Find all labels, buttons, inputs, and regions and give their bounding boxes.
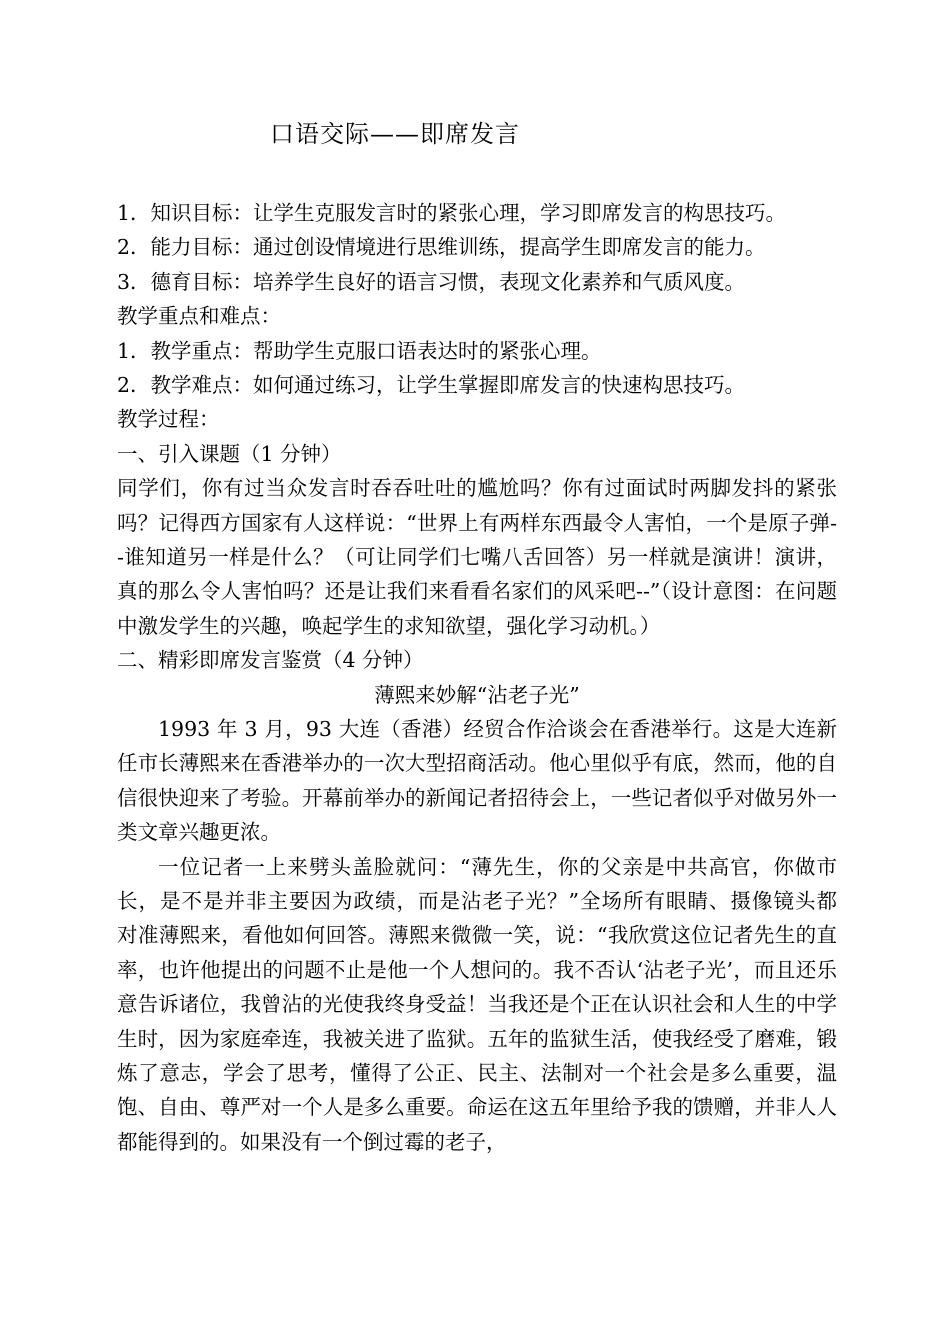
story-paragraph: 1993 年 3 月，93 大连（香港）经贸合作洽谈会在香港举行。这是大连新任市长薄熙来在香港举办的一次大型招商活动。他心里似乎有底，然而，他的自信很快迎来了考验。开幕前举办的新闻记者招待会上，一些记者似乎对做另外一类文章兴趣更浓。 xyxy=(117,716,837,845)
section-intro-heading: 一、引入课题（1 分钟） xyxy=(117,441,342,466)
objective-ability: 2．能力目标：通过创设情境进行思维训练，提高学生即席发言的能力。 xyxy=(117,235,766,260)
objective-knowledge: 1．知识目标：让学生克服发言时的紧张心理，学习即席发言的构思技巧。 xyxy=(117,201,787,225)
objective-moral: 3．德育目标：培养学生良好的语言习惯，表现文化素养和气质风度。 xyxy=(117,269,746,294)
document-body xyxy=(117,196,858,1159)
section-appreciation-heading: 二、精彩即席发言鉴赏（4 分钟） xyxy=(117,648,424,673)
story-title: 薄熙来妙解“沾老子光” xyxy=(374,682,580,707)
document-title: 口语交际——即席发言 xyxy=(270,120,520,148)
story-paragraph: 一位记者一上来劈头盖脸就问：“薄先生，你的父亲是中共高官，你做市长，是不是并非主要因为政绩，而是沾老子光？”全场所有眼睛、摄像镜头都 对准薄熙来，看他如何回答。薄熙来微微一笑，说：“我欣赏这位记者先生的直率，也许他提出的问题不止是他一个人想问的。我不否认‘沾老子光’，而且还乐意告诉诸位，我曾沾的光使我终身受益！当我还是个正在认识社会和人生的中学生时，因为家庭牵连，我被关进了监狱。五年的监狱生活，使我经受了磨难，锻炼了意志，学会了思考，懂得了公正、民主、法制对一个社会是多么重要，温饱、自由、尊严对一个人是多么重要。命运在这五年里给予我的馈赠，并非人人都能得到的。如果没有一个倒过霉的老子， xyxy=(117,854,858,1154)
key-point-focus: 1．教学重点：帮助学生克服口语表达时的紧张心理。 xyxy=(117,338,602,363)
section-intro-text: 同学们，你有过当众发言时吞吞吐吐的尴尬吗？你有过面试时两脚发抖的紧张吗？记得西方国家有人这样说：“世界上有两样东西最令人害怕，一个是原子弹--谁知道另一样是什么？（可让同学们七嘴八舌回答）另一样就是演讲！演讲，真的那么令人害怕吗？还是让我们来看看名家们的风采吧--”（设计意图：在问题中激发学生的兴趣，唤起学生的求知欲望，强化学习动机。） xyxy=(117,476,837,638)
key-points-heading: 教学重点和难点： xyxy=(117,304,281,329)
key-point-difficulty: 2．教学难点：如何通过练习，让学生掌握即席发言的快速构思技巧。 xyxy=(117,372,746,397)
process-heading: 教学过程： xyxy=(117,407,220,432)
